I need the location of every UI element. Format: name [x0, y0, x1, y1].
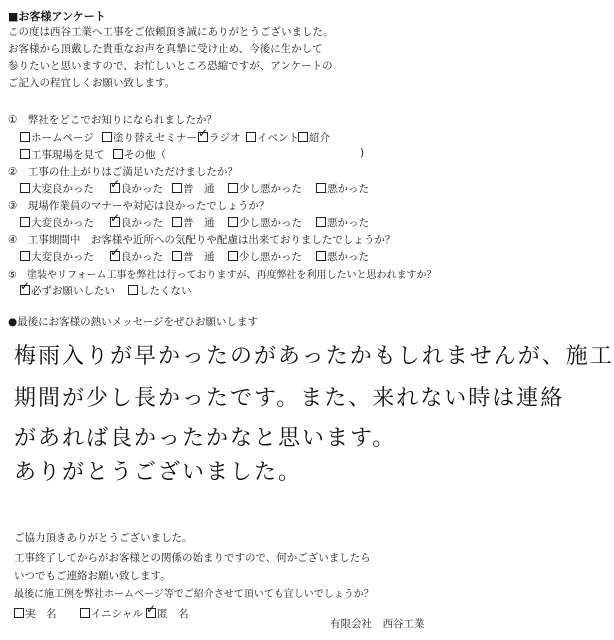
- checkbox-icon[interactable]: [316, 251, 326, 261]
- q1-option-homepage[interactable]: ホームページ: [20, 130, 94, 145]
- handwritten-line-1: 梅雨入りが早かったのがあったかもしれませんが、施工: [14, 344, 614, 369]
- closing-line-2: 工事終了してからがお客様との関係の始まりですので、何かございましたら: [14, 552, 371, 564]
- intro-line-1: この度は西谷工業へ工事をご依頼頂き誠にありがとうございました。: [8, 26, 334, 38]
- checkbox-icon[interactable]: [20, 132, 30, 142]
- handwritten-line-2: 期間が少し長かったです。また、来れない時は連絡: [14, 386, 565, 411]
- q3-option-very-good[interactable]: 大変良かった: [20, 215, 94, 230]
- survey-title: ■お客様アンケート: [8, 10, 106, 23]
- q3-option-bit-bad[interactable]: 少し悪かった: [228, 215, 302, 230]
- checked-checkbox-icon[interactable]: [110, 251, 120, 261]
- q2-option-normal[interactable]: 普 通: [172, 181, 215, 196]
- q1-option-other[interactable]: その他（: [113, 147, 166, 162]
- company-name: 有限会社 西谷工業: [330, 618, 425, 630]
- closing-line-1: ご協力頂きありがとうございました。: [14, 532, 193, 544]
- q5-option-no[interactable]: したくない: [128, 283, 192, 298]
- message-heading: ●最後にお客様の熱いメッセージをぜひお願いします: [8, 316, 259, 328]
- checkbox-icon[interactable]: [128, 285, 138, 295]
- q4-option-bit-bad[interactable]: 少し悪かった: [228, 249, 302, 264]
- checkbox-icon[interactable]: [316, 217, 326, 227]
- checked-checkbox-icon[interactable]: [110, 183, 120, 193]
- checkbox-icon[interactable]: [172, 217, 182, 227]
- question-1: ① 弊社をどこでお知りになられましたか？: [8, 114, 217, 126]
- q2-option-bad[interactable]: 悪かった: [316, 181, 369, 196]
- q1-other-close: ): [360, 147, 365, 159]
- handwritten-line-4: ありがとうございました。: [14, 460, 303, 485]
- checkbox-icon[interactable]: [172, 251, 182, 261]
- final-option-initials[interactable]: イニシャル: [80, 606, 143, 621]
- q3-option-bad[interactable]: 悪かった: [316, 215, 369, 230]
- q2-option-good[interactable]: ✓ 良かった: [110, 181, 163, 196]
- checkbox-icon[interactable]: [102, 132, 112, 142]
- q4-option-very-good[interactable]: 大変良かった: [20, 249, 94, 264]
- checked-checkbox-icon[interactable]: [20, 285, 30, 295]
- checked-checkbox-icon[interactable]: [198, 132, 208, 142]
- q1-option-seminar[interactable]: 塗り替えセミナー: [102, 130, 197, 145]
- q4-option-bad[interactable]: 悪かった: [316, 249, 369, 264]
- q3-option-good[interactable]: ✓ 良かった: [110, 215, 163, 230]
- checkbox-icon[interactable]: [228, 217, 238, 227]
- intro-line-2: お客様から頂戴した貴重なお声を真摯に受け止め、今後に生かして: [8, 43, 323, 55]
- q5-option-definitely[interactable]: ✓必ずお願いしたい: [20, 283, 115, 298]
- closing-line-4: 最後に施工例を弊社ホームページ等でご紹介させて頂いても宜しいでしょうか？: [14, 589, 374, 600]
- intro-line-4: ご記入の程宜しくお願い致します。: [8, 77, 176, 89]
- question-3: ③ 現場作業員のマナーや対応は良かったでしょうか？: [8, 200, 270, 212]
- checkbox-icon[interactable]: [20, 149, 30, 159]
- q4-option-good[interactable]: ✓ 良かった: [110, 249, 163, 264]
- intro-line-3: 参りたいと思いますので、お忙しいところ恐縮ですが、アンケートの: [8, 60, 333, 72]
- checked-checkbox-icon[interactable]: [146, 608, 156, 618]
- checkbox-icon[interactable]: [246, 132, 256, 142]
- q1-option-radio[interactable]: ✓ ラジオ: [198, 130, 241, 145]
- checkbox-icon[interactable]: [20, 251, 30, 261]
- final-option-anonymous[interactable]: ✓ 匿 名: [146, 606, 189, 621]
- checkbox-icon[interactable]: [298, 132, 308, 142]
- closing-line-3: いつでもご連絡お願い致します。: [14, 570, 171, 582]
- handwritten-line-3: があれば良かったかなと思います。: [14, 426, 397, 451]
- q1-option-event[interactable]: イベント: [246, 130, 299, 145]
- q4-option-normal[interactable]: 普 通: [172, 249, 215, 264]
- checkbox-icon[interactable]: [80, 608, 90, 618]
- question-4: ④ 工事期間中 お客様や近所への気配りや配慮は出来ておりましたでしょうか？: [8, 234, 396, 246]
- q3-option-normal[interactable]: 普 通: [172, 215, 215, 230]
- checkbox-icon[interactable]: [172, 183, 182, 193]
- final-option-real-name[interactable]: 実 名: [14, 606, 57, 621]
- q2-option-very-good[interactable]: 大変良かった: [20, 181, 94, 196]
- question-5: ⑤ 塗装やリフォーム工事を弊社は行っておりますが、再度弊社を利用したいと思われますか？: [8, 270, 437, 281]
- q1-option-site[interactable]: 工事現場を見て: [20, 147, 105, 162]
- checked-checkbox-icon[interactable]: [110, 217, 120, 227]
- checkbox-icon[interactable]: [228, 251, 238, 261]
- checkbox-icon[interactable]: [20, 217, 30, 227]
- checkbox-icon[interactable]: [316, 183, 326, 193]
- checkbox-icon[interactable]: [228, 183, 238, 193]
- question-2: ② 工事の仕上がりはご満足いただけましたか？: [8, 166, 238, 178]
- q2-option-bit-bad[interactable]: 少し悪かった: [228, 181, 302, 196]
- checkbox-icon[interactable]: [14, 608, 24, 618]
- checkbox-icon[interactable]: [113, 149, 123, 159]
- checkbox-icon[interactable]: [20, 183, 30, 193]
- q1-option-referral[interactable]: 紹介: [298, 130, 330, 145]
